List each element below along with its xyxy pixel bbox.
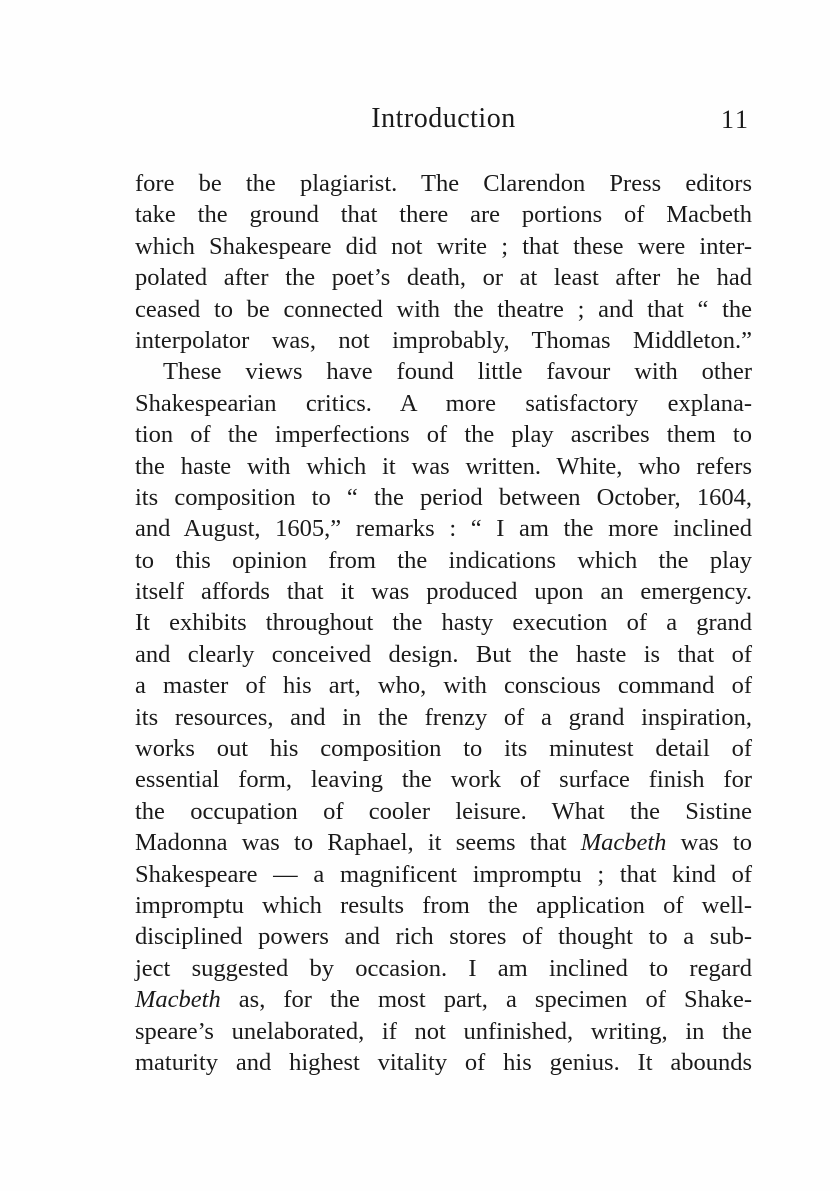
text-segment: interpolator was, not improbably, Thomas Middleton.” xyxy=(135,326,752,354)
text-line xyxy=(135,764,752,795)
text-segment: its composition to “ the period between October, 1604, xyxy=(135,483,752,511)
text-segment: ceased to be connected with the theatre ; and that “ the xyxy=(135,295,752,323)
text-segment: its resources, and in the frenzy of a grand inspiration, xyxy=(135,703,752,731)
text-segment: essential form, leaving the work of surface finish for xyxy=(135,766,752,794)
running-head xyxy=(135,103,752,143)
text-segment: itself affords that it was produced upon an emergency. xyxy=(135,578,752,606)
text-segment: the haste with which it was written. White, who refers xyxy=(135,452,752,480)
italic-title: Macbeth xyxy=(135,986,221,1014)
text-line xyxy=(135,639,752,670)
text-line xyxy=(135,890,752,921)
text-segment: speare’s unelaborated, if not unfinished, writing, in the xyxy=(135,1017,752,1045)
text-line xyxy=(135,419,752,450)
text-line xyxy=(135,670,752,701)
text-segment: disciplined powers and rich stores of thought to a sub- xyxy=(135,923,752,951)
text-line xyxy=(135,513,752,544)
text-line xyxy=(135,953,752,984)
text-line xyxy=(135,859,752,890)
text-segment: to this opinion from the indications which the play xyxy=(135,546,752,574)
text-line xyxy=(135,482,752,513)
text-segment: It exhibits throughout the hasty execution of a grand xyxy=(135,609,752,637)
text-segment: These views have found little favour with other xyxy=(163,358,752,386)
text-segment: polated after the poet’s death, or at least after he had xyxy=(135,264,752,292)
text-line xyxy=(135,262,752,293)
text-line xyxy=(135,168,752,199)
running-title: Introduction xyxy=(371,103,516,134)
text-segment: works out his composition to its minutest detail of xyxy=(135,735,752,763)
text-segment: ject suggested by occasion. I am inclined to regard xyxy=(135,954,752,982)
text-segment: and August, 1605,” remarks : “ I am the more inclined xyxy=(135,515,752,543)
body-text xyxy=(135,168,752,1078)
text-line xyxy=(135,199,752,230)
text-segment: a master of his art, who, with conscious command of xyxy=(135,672,752,700)
text-segment: impromptu which results from the application of well- xyxy=(135,891,752,919)
text-segment: Shakespeare — a magnificent impromptu ; that kind of xyxy=(135,860,752,888)
text-line xyxy=(135,576,752,607)
text-line xyxy=(135,325,752,356)
text-line xyxy=(135,921,752,952)
text-line xyxy=(135,545,752,576)
text-segment: fore be the plagiarist. The Clarendon Press editors xyxy=(135,170,752,197)
text-line xyxy=(135,1047,752,1078)
text-segment: the occupation of cooler leisure. What the Sistine xyxy=(135,797,752,825)
text-line xyxy=(135,294,752,325)
text-line xyxy=(135,356,752,387)
text-line xyxy=(135,1016,752,1047)
text-segment: Madonna was to Raphael, it seems that xyxy=(135,829,581,857)
text-line xyxy=(135,733,752,764)
text-segment: was to xyxy=(666,829,752,857)
text-line xyxy=(135,796,752,827)
text-segment: tion of the imperfections of the play ascribes them to xyxy=(135,421,752,449)
text-line xyxy=(135,827,752,858)
page-number: 11 xyxy=(720,105,750,134)
text-segment: and clearly conceived design. But the haste is that of xyxy=(135,640,752,668)
text-line xyxy=(135,984,752,1015)
text-segment: which Shakespeare did not write ; that these were inter- xyxy=(135,232,752,260)
italic-title: Macbeth xyxy=(580,829,667,857)
text-segment: Shakespearian critics. A more satisfactory explana- xyxy=(135,389,752,417)
text-segment: maturity and highest vitality of his genius. It abounds xyxy=(135,1048,752,1076)
text-line xyxy=(135,231,752,262)
text-segment: take the ground that there are portions of Macbeth xyxy=(135,201,752,229)
text-segment: as, for the most part, a specimen of Shake- xyxy=(220,986,752,1014)
text-line xyxy=(135,702,752,733)
text-line xyxy=(135,451,752,482)
text-line xyxy=(135,388,752,419)
text-line xyxy=(135,607,752,638)
